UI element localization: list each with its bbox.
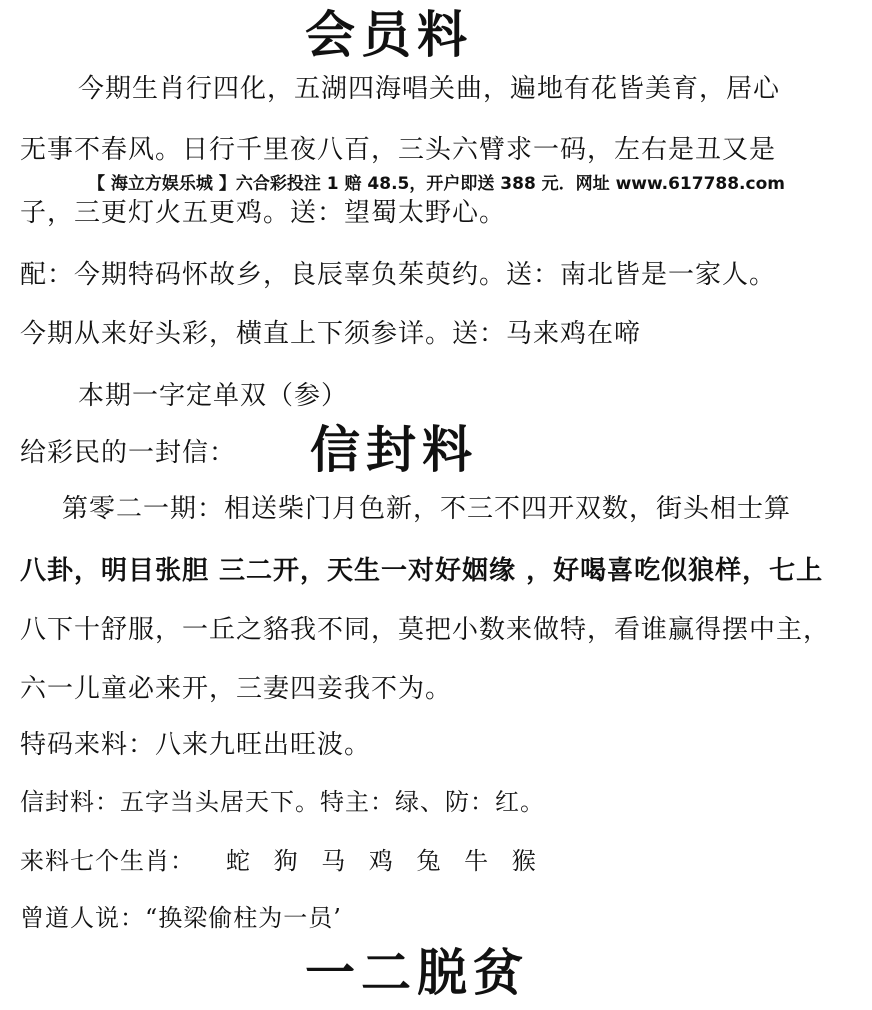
para1-line3: 子，三更灯火五更鸡。送：望蜀太野心。 — [20, 198, 507, 228]
watermark-ad: 【 海立方娱乐城 】六合彩投注 1 赔 48.5，开户即送 388 元．网址 www.617788.com — [88, 174, 785, 194]
envelope-material: 信封料：五字当头居天下。特主：绿、防：红。 — [20, 788, 545, 816]
title-member: 会员料 — [305, 5, 473, 64]
seven-zodiac-list: 蛇 狗 马 鸡 兔 牛 猴 — [226, 847, 544, 875]
envelope-line3: 八下十舒服，一丘之貉我不同，莫把小数来做特，看谁赢得摆中主， — [20, 615, 831, 645]
letter-label: 给彩民的一封信： — [20, 438, 237, 468]
para2: 配：今期特码怀故乡，良辰辜负茱萸约。送：南北皆是一家人。 — [20, 260, 777, 290]
para1-line1: 今期生肖行四化，五湖四海唱关曲，遍地有花皆美育，居心 — [78, 74, 781, 104]
one-char-hint: 本期一字定单双（参） — [78, 381, 349, 411]
special-code-material: 特码来料：八来九旺出旺波。 — [20, 730, 372, 760]
seven-zodiac-label: 来料七个生肖： — [20, 847, 195, 875]
envelope-line2: 八卦，明目张胆 三二开，天生一对好姻缘 ，好喝喜吃似狼样，七上 — [20, 556, 824, 586]
envelope-line1: 第零二一期：相送柴门月色新，不三不四开双数，街头相士算 — [62, 494, 792, 524]
title-envelope: 信封料 — [310, 420, 478, 479]
para3: 今期从来好头彩，横直上下须参详。送：马来鸡在啼 — [20, 319, 642, 349]
title-bottom: 一二脱贫 — [305, 943, 529, 1002]
zeng-daoren-saying: 曾道人说：“换梁偷柱为一员’ — [20, 904, 342, 932]
envelope-line4: 六一儿童必来开，三妻四妾我不为。 — [20, 674, 453, 704]
para1-line2: 无事不春风。日行千里夜八百，三头六臂求一码，左右是丑又是 — [20, 135, 777, 165]
